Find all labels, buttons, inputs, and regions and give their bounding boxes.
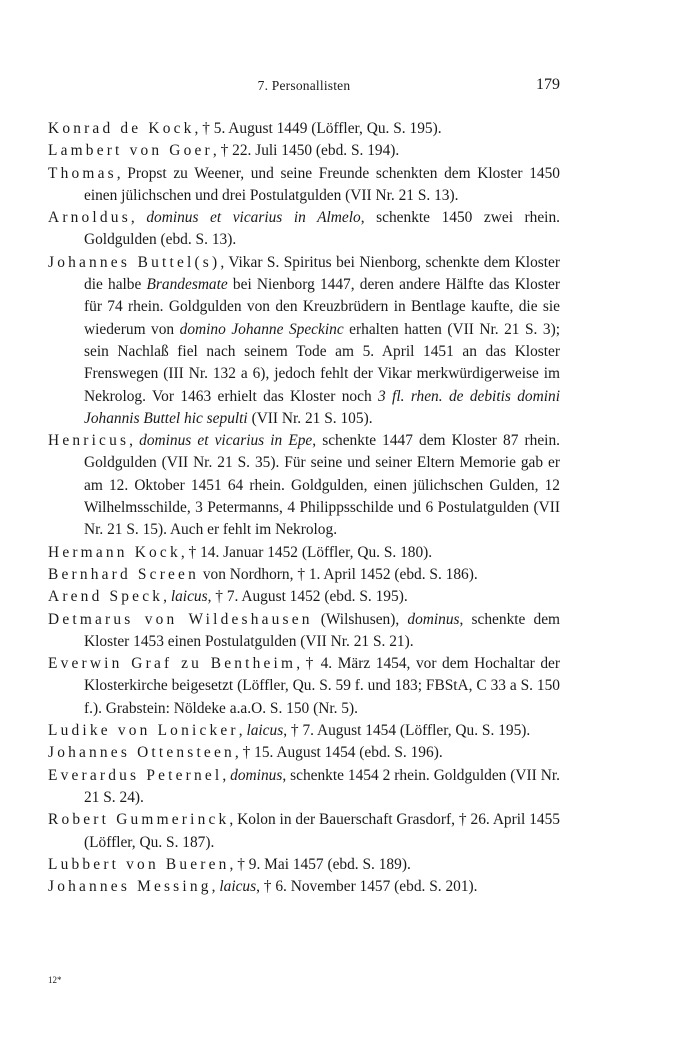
person-name: Ludike von Lonicker bbox=[48, 722, 239, 740]
person-name: Konrad de Kock bbox=[48, 120, 195, 137]
entry-text: , † 15. August 1454 (ebd. S. 196). bbox=[234, 744, 443, 762]
person-name: Johannes Buttel(s) bbox=[48, 253, 221, 271]
list-item bbox=[48, 430, 560, 541]
page-number: 179 bbox=[536, 76, 560, 93]
person-name: Everwin Graf zu Bentheim bbox=[48, 655, 297, 673]
person-name: Arend Speck bbox=[48, 588, 164, 606]
entry-text: , Propst zu Weener, und seine Freunde schenkten dem Kloster 1450 einen jülichschen und drei Postulatgulden (VII Nr. 21 S. 13). bbox=[84, 164, 560, 204]
sheet-signature: 12* bbox=[48, 975, 62, 985]
entry-text: , laicus, † 7. August 1454 (Löffler, Qu. S. 195). bbox=[238, 722, 531, 740]
person-name: Lambert von Goer bbox=[48, 142, 213, 160]
list-item bbox=[48, 252, 560, 430]
running-header bbox=[48, 76, 560, 98]
list-item bbox=[48, 118, 560, 140]
person-name: Robert Gummerinck bbox=[48, 811, 230, 829]
entry-text: , † 5. August 1449 (Löffler, Qu. S. 195). bbox=[194, 120, 442, 137]
personnel-list bbox=[48, 118, 560, 898]
list-item bbox=[48, 742, 560, 764]
list-item bbox=[48, 854, 560, 876]
person-name: Everardus Peternel bbox=[48, 766, 223, 784]
person-name: Thomas bbox=[48, 164, 117, 182]
entry-text: , dominus et vicarius in Almelo, schenkte 1450 zwei rhein. Goldgulden (ebd. S. 13). bbox=[84, 209, 561, 249]
list-item bbox=[48, 609, 560, 654]
entry-text: , † 4. März 1454, vor dem Hochaltar der Klosterkirche beigesetzt (Löffler, Qu. S. 59 f. und 183; FBStA, C 33 a S. 150 f.). Grabstein: Nöldeke a.a.O. S. 150 (Nr. 5). bbox=[84, 655, 561, 717]
entry-text: , Kolon in der Bauerschaft Grasdorf, † 26. April 1455 (Löffler, Qu. S. 187). bbox=[84, 811, 560, 851]
list-item bbox=[48, 765, 560, 810]
running-title: 7. Personallisten bbox=[257, 78, 351, 93]
entry-text: , laicus, † 6. November 1457 (ebd. S. 201). bbox=[211, 878, 478, 896]
list-item bbox=[48, 653, 560, 720]
list-item bbox=[48, 163, 560, 208]
list-item bbox=[48, 720, 560, 742]
list-item bbox=[48, 876, 560, 898]
entry-text: , dominus et vicarius in Epe, schenkte 1447 dem Kloster 87 rhein. Goldgulden (VII Nr. 21 S. 35). Für seine und seiner Eltern Memorie gab er am 12. Oktober 1451 64 rhein. Goldgulden, einen jülichschen Gulden, 12 Wilhelmsschilde, 3 Petermanns, 4 Philippsschilde und 6 Postulatgulden (VII Nr. 21 S. 15). Auch er fehlt im Nekrolog. bbox=[84, 432, 560, 539]
person-name: Johannes Ottensteen bbox=[48, 744, 235, 762]
entry-text: , dominus, schenkte 1454 2 rhein. Goldgulden (VII Nr. 21 S. 24). bbox=[84, 766, 560, 806]
person-name: Detmarus von Wildeshausen bbox=[48, 610, 313, 628]
entry-text: , † 14. Januar 1452 (Löffler, Qu. S. 180). bbox=[180, 543, 433, 561]
entry-text: , † 9. Mai 1457 (ebd. S. 189). bbox=[229, 855, 411, 873]
person-name: Johannes Messing bbox=[48, 878, 212, 896]
person-name: Hermann Kock bbox=[48, 543, 181, 561]
person-name: Arnoldus bbox=[48, 209, 131, 227]
list-item bbox=[48, 140, 560, 162]
entry-text: von Nordhorn, † 1. April 1452 (ebd. S. 186). bbox=[199, 565, 478, 583]
entry-text: , † 22. Juli 1450 (ebd. S. 194). bbox=[212, 142, 400, 160]
person-name: Lubbert von Bueren bbox=[48, 855, 230, 873]
entry-text: , Vikar S. Spiritus bei Nienborg, schenkte dem Kloster die halbe Brandesmate bei Nienborg 1447, deren andere Hälfte das Kloster für 74 rhein. Goldgulden von den Kreuzbrüdern in Bentlage kaufte, die sie wiederum von domino Johanne Speckinc erhalten hatten (VII Nr. 21 S. 3); sein Nachlaß fiel nach seinem Tode am 5. April 1451 an das Kloster Frenswegen (III Nr. 132 a 6), jedoch fehlt der Vikar merkwürdigerweise im Nekrolog. Vor 1463 erhielt das Kloster noch 3 fl. rhen. de debitis domini Johannis Buttel hic sepulti (VII Nr. 21 S. 105). bbox=[84, 253, 560, 427]
list-item bbox=[48, 564, 560, 586]
list-item bbox=[48, 207, 560, 252]
list-item bbox=[48, 586, 560, 608]
entry-text: , laicus, † 7. August 1452 (ebd. S. 195). bbox=[163, 588, 408, 606]
list-item bbox=[48, 542, 560, 564]
entry-text: (Wilshusen), dominus, schenkte dem Kloster 1453 einen Postulatgulden (VII Nr. 21 S. 21). bbox=[84, 610, 561, 650]
list-item bbox=[48, 809, 560, 854]
person-name: Bernhard Screen bbox=[48, 565, 199, 583]
person-name: Henricus bbox=[48, 432, 130, 450]
